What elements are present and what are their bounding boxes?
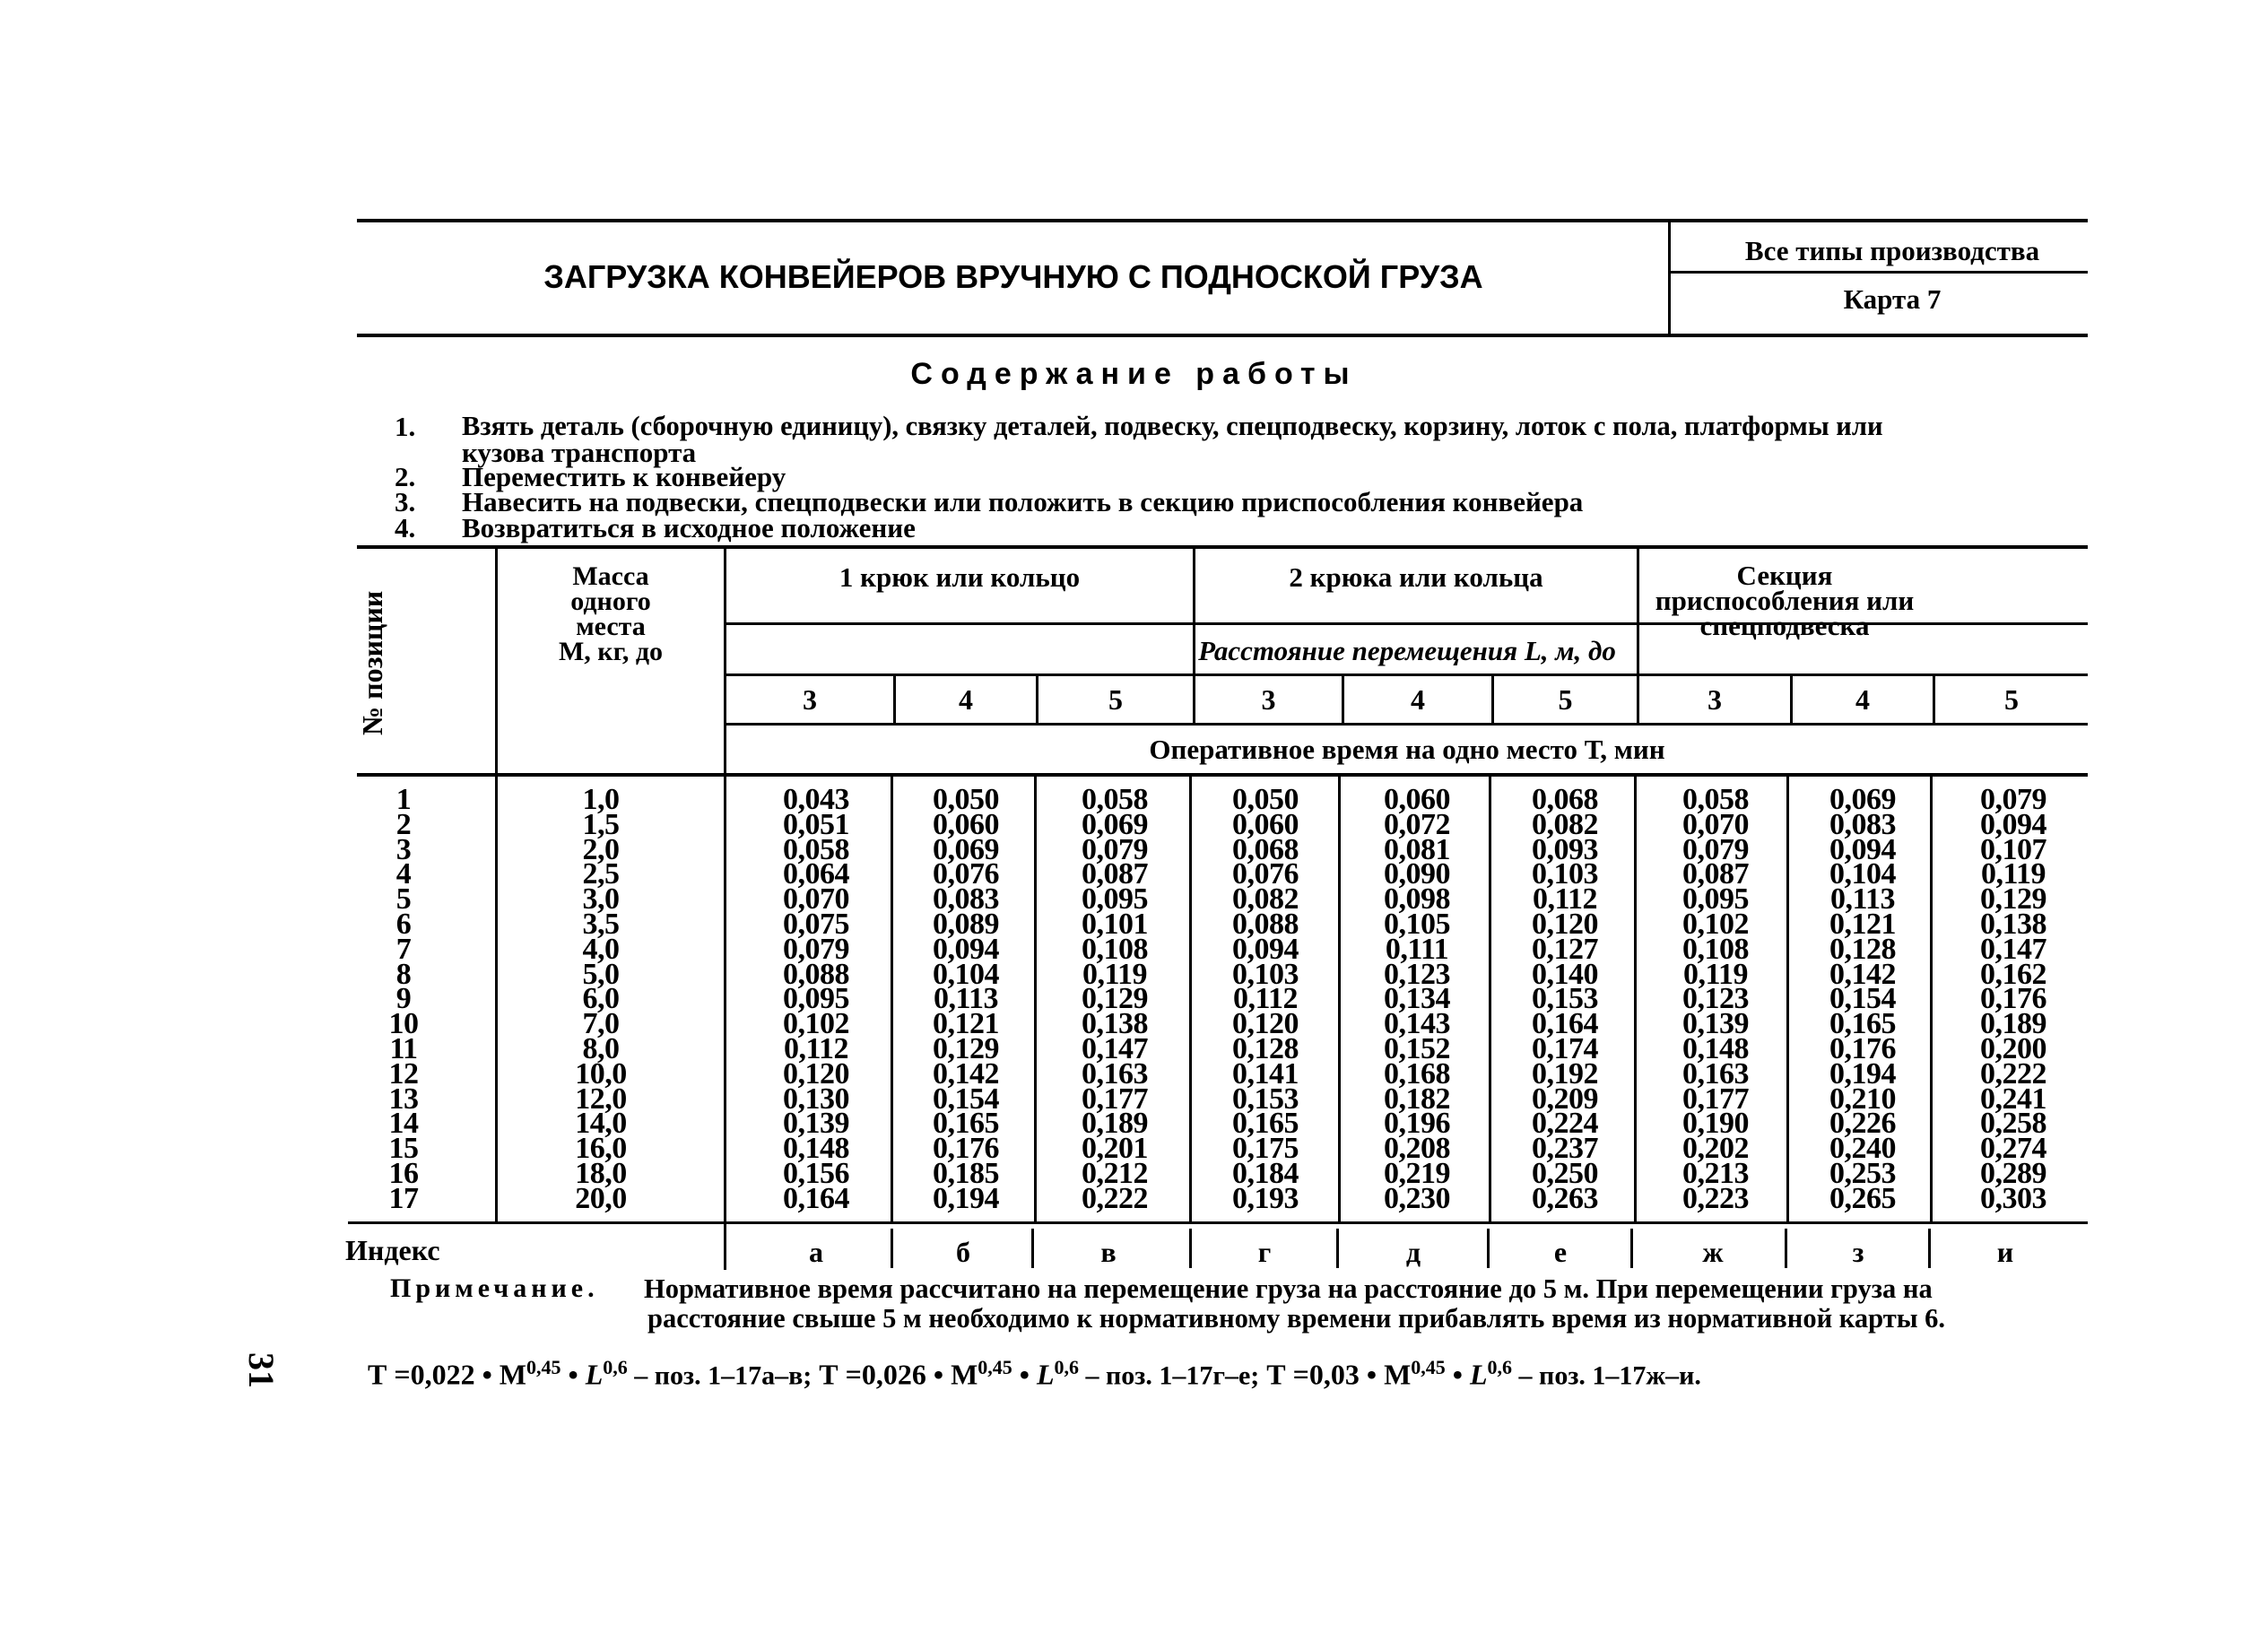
table-cell: 0,104 bbox=[1829, 857, 1896, 891]
table-cell: 0,156 bbox=[783, 1156, 849, 1190]
production-type: Все типы производства bbox=[1744, 235, 2040, 266]
table-cell: 17 bbox=[388, 1181, 419, 1215]
table-cell: 0,162 bbox=[1980, 957, 2046, 991]
table-cell: 0,201 bbox=[1082, 1132, 1148, 1166]
table-cell: 0,119 bbox=[1682, 957, 1749, 991]
table-cell: 0,064 bbox=[783, 857, 849, 891]
table-cell: 0,119 bbox=[1980, 857, 2046, 891]
mass-header-line: одного bbox=[570, 587, 651, 616]
table-cell: 2 bbox=[395, 807, 412, 841]
table-cell: 20,0 bbox=[575, 1181, 627, 1215]
table-cell: 0,069 bbox=[933, 832, 999, 866]
table-cell: 0,138 bbox=[1082, 1007, 1148, 1041]
table-cell: 0,094 bbox=[1829, 832, 1896, 866]
table-cell: 7,0 bbox=[582, 1007, 620, 1041]
table-cell: 0,142 bbox=[1829, 957, 1896, 991]
table-cell: 0,098 bbox=[1384, 882, 1450, 917]
distance-exponent: 0,6 bbox=[1487, 1356, 1513, 1378]
time-column bbox=[767, 783, 865, 1215]
table-cell: 0,194 bbox=[933, 1181, 999, 1215]
table-cell: 0,202 bbox=[1682, 1132, 1749, 1166]
header-bottom-rule bbox=[357, 334, 2088, 337]
table-cell: 7 bbox=[395, 932, 412, 966]
col-divider bbox=[1034, 777, 1037, 1221]
mass-header-line: Масса bbox=[572, 561, 649, 591]
note-label: Примечание. bbox=[390, 1273, 599, 1303]
distance-value: 3 bbox=[1261, 683, 1276, 716]
table-cell: 3 bbox=[395, 832, 412, 866]
table-cell: 0,153 bbox=[1232, 1082, 1299, 1116]
table-cell: 0,185 bbox=[933, 1156, 999, 1190]
formula-3-prefix: Т =0,03 • М bbox=[1259, 1358, 1412, 1391]
distance-symbol: L bbox=[1469, 1358, 1488, 1391]
table-cell: 0,154 bbox=[933, 1082, 999, 1116]
table-cell: 0,087 bbox=[1682, 857, 1749, 891]
table-cell: 0,121 bbox=[933, 1007, 999, 1041]
table-cell: 0,072 bbox=[1384, 807, 1450, 841]
table-cell: 0,069 bbox=[1082, 807, 1148, 841]
table-cell: 6,0 bbox=[582, 982, 620, 1016]
table-cell: 0,193 bbox=[1232, 1181, 1299, 1215]
table-cell: 0,200 bbox=[1980, 1031, 2046, 1065]
work-content-title: Содержание работы bbox=[910, 357, 1358, 391]
table-cell: 0,192 bbox=[1532, 1056, 1598, 1091]
index-divider bbox=[1928, 1229, 1931, 1268]
index-divider bbox=[1630, 1229, 1633, 1268]
header-right-divider bbox=[1670, 271, 2088, 274]
table-cell: 0,140 bbox=[1532, 957, 1598, 991]
table-cell: 0,050 bbox=[933, 783, 999, 816]
header-divider bbox=[1668, 221, 1671, 335]
position-column-header: № позиции bbox=[356, 590, 388, 735]
time-column bbox=[1516, 783, 1614, 1215]
table-cell: 0,060 bbox=[1384, 783, 1450, 816]
table-cell: 14,0 bbox=[575, 1107, 627, 1141]
table-cell: 0,120 bbox=[1532, 907, 1598, 941]
mass-exponent: 0,45 bbox=[526, 1356, 561, 1378]
table-cell: 15 bbox=[388, 1132, 419, 1166]
table-cell: 0,082 bbox=[1532, 807, 1598, 841]
table-cell: 0,129 bbox=[1082, 982, 1148, 1016]
table-cell: 18,0 bbox=[575, 1156, 627, 1190]
table-cell: 0,152 bbox=[1384, 1031, 1450, 1065]
table-cell: 0,120 bbox=[783, 1056, 849, 1091]
table-cell: 0,069 bbox=[1829, 783, 1896, 816]
table-cell: 0,289 bbox=[1980, 1156, 2046, 1190]
table-cell: 0,108 bbox=[1082, 932, 1148, 966]
table-cell: 0,139 bbox=[783, 1107, 849, 1141]
table-cell: 0,090 bbox=[1384, 857, 1450, 891]
table-cell: 0,194 bbox=[1829, 1056, 1896, 1091]
time-column bbox=[1368, 783, 1466, 1215]
table-cell: 0,102 bbox=[783, 1007, 849, 1041]
table-cell: 0,177 bbox=[1682, 1082, 1749, 1116]
table-cell: 0,094 bbox=[1232, 932, 1299, 966]
table-cell: 0,120 bbox=[1232, 1007, 1299, 1041]
table-cell: 0,237 bbox=[1532, 1132, 1598, 1166]
table-body-bottom-rule bbox=[348, 1221, 2088, 1224]
table-cell: 2,5 bbox=[582, 857, 620, 891]
table-cell: 0,101 bbox=[1082, 907, 1148, 941]
time-header: Оперативное время на одно место Т, мин bbox=[1149, 734, 1665, 765]
table-cell: 0,070 bbox=[1682, 807, 1749, 841]
table-cell: 0,051 bbox=[783, 807, 849, 841]
note-line-2: расстояние свыше 5 м необходимо к нормативному времени прибавлять время из нормативной карты 6. bbox=[647, 1303, 1946, 1334]
index-divider bbox=[1189, 1229, 1192, 1268]
table-cell: 0,108 bbox=[1682, 932, 1749, 966]
table-cell: 0,060 bbox=[933, 807, 999, 841]
table-cell: 0,112 bbox=[1532, 882, 1598, 917]
table-cell: 8,0 bbox=[582, 1031, 620, 1065]
table-cell: 0,112 bbox=[1232, 982, 1299, 1016]
step-text: Навесить на подвески, спецподвески или положить в секцию приспособления конвейера bbox=[462, 486, 1584, 517]
col-divider bbox=[1786, 777, 1789, 1221]
index-divider bbox=[1031, 1229, 1034, 1268]
header-top-rule bbox=[357, 219, 2088, 222]
distance-header-rule bbox=[726, 673, 2088, 676]
table-cell: 0,082 bbox=[1232, 882, 1299, 917]
table-cell: 14 bbox=[388, 1107, 419, 1141]
table-cell: 0,103 bbox=[1232, 957, 1299, 991]
table-cell: 0,250 bbox=[1532, 1156, 1598, 1190]
distance-exponent: 0,6 bbox=[603, 1356, 628, 1378]
col-divider bbox=[1189, 777, 1192, 1221]
table-cell: 0,141 bbox=[1232, 1056, 1299, 1091]
group-header-hook: 1 крюк или кольцо bbox=[839, 561, 1081, 593]
table-cell: 0,189 bbox=[1082, 1107, 1148, 1141]
distance-exponent: 0,6 bbox=[1054, 1356, 1080, 1378]
table-cell: 13 bbox=[388, 1082, 419, 1116]
dot: • bbox=[1012, 1358, 1037, 1391]
table-cell: 0,303 bbox=[1980, 1181, 2046, 1215]
dot: • bbox=[560, 1358, 586, 1391]
table-cell: 0,060 bbox=[1232, 807, 1299, 841]
table-cell: 9 bbox=[395, 982, 412, 1016]
distance-value: 5 bbox=[1108, 683, 1123, 716]
table-cell: 0,113 bbox=[1829, 882, 1896, 917]
table-cell: 0,226 bbox=[1829, 1107, 1896, 1141]
table-cell: 0,068 bbox=[1532, 783, 1598, 816]
table-cell: 0,176 bbox=[1829, 1031, 1896, 1065]
table-cell: 0,258 bbox=[1980, 1107, 2046, 1141]
mass-header-line: М, кг, до bbox=[558, 637, 663, 666]
step-text: Взять деталь (сборочную единицу), связку деталей, подвеску, спецподвеску, корзину, лоток с пола, платформы или bbox=[462, 411, 1883, 441]
table-cell: 0,102 bbox=[1682, 907, 1749, 941]
table-top-rule bbox=[357, 545, 2088, 549]
table-cell: 0,210 bbox=[1829, 1082, 1896, 1116]
table-cell: 0,148 bbox=[1682, 1031, 1749, 1065]
index-letter: в bbox=[1100, 1236, 1117, 1268]
table-cell: 0,196 bbox=[1384, 1107, 1450, 1141]
table-cell: 0,058 bbox=[783, 832, 849, 866]
index-divider bbox=[1336, 1229, 1339, 1268]
table-cell: 0,105 bbox=[1384, 907, 1450, 941]
mass-header-line: места bbox=[576, 612, 646, 641]
table-cell: 3,0 bbox=[582, 882, 620, 917]
table-cell: 8 bbox=[395, 957, 412, 991]
table-cell: 0,138 bbox=[1980, 907, 2046, 941]
step-text-continued: кузова транспорта bbox=[462, 437, 697, 468]
table-cell: 5,0 bbox=[582, 957, 620, 991]
step-text: Возвратиться в исходное положение bbox=[462, 512, 916, 543]
distance-value: 4 bbox=[1411, 683, 1425, 716]
formula-1-prefix: Т =0,022 • М bbox=[368, 1358, 526, 1391]
time-column bbox=[1964, 783, 2063, 1215]
time-column bbox=[1813, 783, 1912, 1215]
table-cell: 0,174 bbox=[1532, 1031, 1598, 1065]
distance-values-rule bbox=[726, 723, 2088, 726]
table-cell: 0,165 bbox=[1232, 1107, 1299, 1141]
table-cell: 0,213 bbox=[1682, 1156, 1749, 1190]
table-cell: 0,154 bbox=[1829, 982, 1896, 1016]
table-cell: 0,111 bbox=[1385, 932, 1449, 966]
index-letter: з bbox=[1852, 1236, 1864, 1268]
table-cell: 0,224 bbox=[1532, 1107, 1598, 1141]
index-letter: г bbox=[1257, 1236, 1272, 1268]
table-cell: 0,274 bbox=[1980, 1132, 2046, 1166]
table-cell: 0,130 bbox=[783, 1082, 849, 1116]
table-cell: 0,142 bbox=[933, 1056, 999, 1091]
table-cell: 0,076 bbox=[933, 857, 999, 891]
table-cell: 0,095 bbox=[1082, 882, 1148, 917]
table-cell: 6 bbox=[395, 907, 412, 941]
table-cell: 0,222 bbox=[1980, 1056, 2046, 1091]
table-cell: 0,104 bbox=[933, 957, 999, 991]
time-column bbox=[1065, 783, 1164, 1215]
distance-value: 3 bbox=[803, 683, 817, 716]
index-letter: а bbox=[809, 1236, 823, 1268]
table-cell: 0,076 bbox=[1232, 857, 1299, 891]
table-cell: 12 bbox=[388, 1056, 419, 1091]
distance-value: 3 bbox=[1708, 683, 1722, 716]
step-text: Переместить к конвейеру bbox=[462, 461, 786, 492]
table-cell: 0,139 bbox=[1682, 1007, 1749, 1041]
table-cell: 0,177 bbox=[1082, 1082, 1148, 1116]
table-cell: 0,043 bbox=[783, 783, 849, 816]
table-cell: 0,112 bbox=[783, 1031, 849, 1065]
col-divider bbox=[1634, 777, 1637, 1221]
time-column bbox=[1216, 783, 1315, 1215]
table-cell: 0,222 bbox=[1082, 1181, 1148, 1215]
table-cell: 0,058 bbox=[1082, 783, 1148, 816]
table-cell: 0,219 bbox=[1384, 1156, 1450, 1190]
table-cell: 0,163 bbox=[1682, 1056, 1749, 1091]
table-cell: 0,182 bbox=[1384, 1082, 1450, 1116]
step-number: 1. bbox=[395, 411, 416, 442]
table-cell: 0,164 bbox=[783, 1181, 849, 1215]
index-divider bbox=[1487, 1229, 1490, 1268]
formula-2-prefix: Т =0,026 • М bbox=[812, 1358, 978, 1391]
mass-exponent: 0,45 bbox=[1411, 1356, 1446, 1378]
table-cell: 10,0 bbox=[575, 1056, 627, 1091]
table-cell: 0,212 bbox=[1082, 1156, 1148, 1190]
table-cell: 10 bbox=[388, 1007, 419, 1041]
table-cell: 0,134 bbox=[1384, 982, 1450, 1016]
table-cell: 0,123 bbox=[1384, 957, 1450, 991]
table-cell: 0,240 bbox=[1829, 1132, 1896, 1166]
table-cell: 0,165 bbox=[1829, 1007, 1896, 1041]
table-cell: 0,253 bbox=[1829, 1156, 1896, 1190]
formula-1-suffix: – поз. 1–17а–в; bbox=[627, 1360, 812, 1391]
page-title: ЗАГРУЗКА КОНВЕЙЕРОВ ВРУЧНУЮ С ПОДНОСКОЙ ГРУЗА bbox=[543, 258, 1483, 295]
table-cell: 0,241 bbox=[1980, 1082, 2046, 1116]
index-label: Индекс bbox=[345, 1234, 440, 1266]
index-letter: б bbox=[956, 1236, 970, 1268]
table-cell: 0,103 bbox=[1532, 857, 1598, 891]
distance-value: 4 bbox=[1855, 683, 1870, 716]
dot: • bbox=[1445, 1358, 1470, 1391]
index-divider bbox=[1785, 1229, 1787, 1268]
table-cell: 0,230 bbox=[1384, 1181, 1450, 1215]
table-cell: 0,143 bbox=[1384, 1007, 1450, 1041]
table-cell: 1,0 bbox=[582, 783, 620, 816]
table-cell: 0,079 bbox=[1980, 783, 2046, 816]
table-cell: 0,263 bbox=[1532, 1181, 1598, 1215]
table-cell: 0,075 bbox=[783, 907, 849, 941]
table-cell: 0,081 bbox=[1384, 832, 1450, 866]
distance-symbol: L bbox=[585, 1358, 604, 1391]
table-cell: 0,163 bbox=[1082, 1056, 1148, 1091]
index-letter: д bbox=[1405, 1236, 1421, 1268]
index-letter: е bbox=[1553, 1236, 1568, 1268]
table-cell: 0,107 bbox=[1980, 832, 2046, 866]
step-number: 2. bbox=[395, 461, 416, 492]
position-column bbox=[354, 783, 453, 1215]
table-cell: 0,088 bbox=[783, 957, 849, 991]
card-number: Карта 7 bbox=[1843, 283, 1942, 315]
step-number: 3. bbox=[395, 486, 416, 517]
table-cell: 4,0 bbox=[582, 932, 620, 966]
table-cell: 2,0 bbox=[582, 832, 620, 866]
table-cell: 11 bbox=[389, 1031, 418, 1065]
table-cell: 0,129 bbox=[1980, 882, 2046, 917]
distance-value: 5 bbox=[1558, 683, 1573, 716]
time-column bbox=[1666, 783, 1765, 1215]
mass-exponent: 0,45 bbox=[978, 1356, 1012, 1378]
distance-header: Расстояние перемещения L, м, до bbox=[1198, 635, 1616, 666]
table-cell: 0,094 bbox=[933, 932, 999, 966]
table-cell: 0,083 bbox=[933, 882, 999, 917]
table-cell: 0,123 bbox=[1682, 982, 1749, 1016]
table-cell: 3,5 bbox=[582, 907, 620, 941]
formula-2-suffix: – поз. 1–17г–е; bbox=[1079, 1360, 1260, 1391]
table-cell: 0,079 bbox=[1082, 832, 1148, 866]
table-cell: 0,094 bbox=[1980, 807, 2046, 841]
table-cell: 0,079 bbox=[1682, 832, 1749, 866]
table-cell: 0,153 bbox=[1532, 982, 1598, 1016]
table-cell: 12,0 bbox=[575, 1082, 627, 1116]
table-cell: 4 bbox=[395, 857, 412, 891]
formula-line bbox=[368, 1356, 1701, 1392]
mass-column bbox=[538, 783, 664, 1215]
time-column bbox=[917, 783, 1015, 1215]
table-cell: 0,184 bbox=[1232, 1156, 1299, 1190]
table-cell: 0,190 bbox=[1682, 1107, 1749, 1141]
table-cell: 0,128 bbox=[1232, 1031, 1299, 1065]
page-number: 31 bbox=[241, 1352, 282, 1388]
table-cell: 0,176 bbox=[933, 1132, 999, 1166]
note-line-1: Нормативное время рассчитано на перемещение груза на расстояние до 5 м. При перемещении груза на bbox=[644, 1273, 1933, 1304]
col-divider bbox=[1930, 777, 1933, 1221]
table-cell: 0,121 bbox=[1829, 907, 1896, 941]
formula-3-suffix: – поз. 1–17ж–и. bbox=[1512, 1360, 1701, 1391]
table-cell: 16,0 bbox=[575, 1132, 627, 1166]
distance-symbol: L bbox=[1036, 1358, 1055, 1391]
table-cell: 0,093 bbox=[1532, 832, 1598, 866]
table-cell: 0,189 bbox=[1980, 1007, 2046, 1041]
col-divider bbox=[1489, 777, 1491, 1221]
table-cell: 0,175 bbox=[1232, 1132, 1299, 1166]
index-divider bbox=[891, 1229, 893, 1268]
table-cell: 5 bbox=[395, 882, 412, 917]
table-cell: 0,050 bbox=[1232, 783, 1299, 816]
table-cell: 0,129 bbox=[933, 1031, 999, 1065]
table-cell: 0,087 bbox=[1082, 857, 1148, 891]
index-letter: ж bbox=[1702, 1236, 1724, 1268]
table-cell: 0,147 bbox=[1980, 932, 2046, 966]
table-cell: 0,083 bbox=[1829, 807, 1896, 841]
table-cell: 0,176 bbox=[1980, 982, 2046, 1016]
table-cell: 0,095 bbox=[783, 982, 849, 1016]
table-cell: 1 bbox=[395, 783, 412, 816]
table-cell: 1,5 bbox=[582, 807, 620, 841]
col-divider bbox=[1338, 777, 1341, 1221]
table-cell: 0,148 bbox=[783, 1132, 849, 1166]
table-cell: 0,068 bbox=[1232, 832, 1299, 866]
table-cell: 0,209 bbox=[1532, 1082, 1598, 1116]
col-divider bbox=[891, 777, 893, 1221]
table-header-bottom-rule bbox=[357, 773, 2088, 777]
table-cell: 0,265 bbox=[1829, 1181, 1896, 1215]
group-header-two-hooks: 2 крюка или кольца bbox=[1289, 561, 1543, 593]
distance-value: 4 bbox=[959, 683, 973, 716]
index-letter: и bbox=[1996, 1236, 2014, 1268]
table-cell: 0,164 bbox=[1532, 1007, 1598, 1041]
group-header-section: Секция приспособления или спецподвеска bbox=[1655, 560, 1915, 641]
distance-value: 5 bbox=[2004, 683, 2019, 716]
table-cell: 0,095 bbox=[1682, 882, 1749, 917]
table-cell: 0,070 bbox=[783, 882, 849, 917]
table-cell: 0,208 bbox=[1384, 1132, 1450, 1166]
table-cell: 0,079 bbox=[783, 932, 849, 966]
table-cell: 0,128 bbox=[1829, 932, 1896, 966]
table-cell: 0,119 bbox=[1082, 957, 1148, 991]
step-number: 4. bbox=[395, 512, 416, 543]
table-cell: 0,088 bbox=[1232, 907, 1299, 941]
table-cell: 16 bbox=[388, 1156, 419, 1190]
table-cell: 0,058 bbox=[1682, 783, 1749, 816]
table-cell: 0,223 bbox=[1682, 1181, 1749, 1215]
table-cell: 0,127 bbox=[1532, 932, 1598, 966]
table-cell: 0,165 bbox=[933, 1107, 999, 1141]
table-cell: 0,168 bbox=[1384, 1056, 1450, 1091]
table-cell: 0,089 bbox=[933, 907, 999, 941]
table-cell: 0,147 bbox=[1082, 1031, 1148, 1065]
table-cell: 0,113 bbox=[933, 982, 999, 1016]
